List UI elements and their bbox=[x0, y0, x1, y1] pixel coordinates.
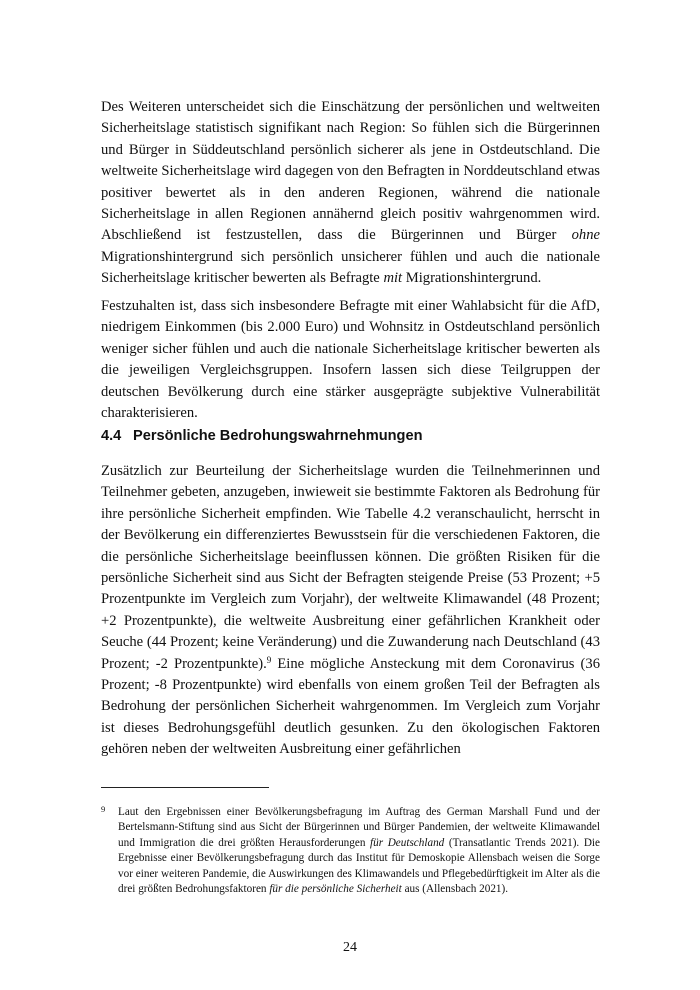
page-number: 24 bbox=[343, 940, 357, 955]
emphasis-persoenliche-sicherheit: für die persönliche Sicherheit bbox=[269, 883, 402, 896]
text-segment: Migrationshintergrund. bbox=[402, 270, 542, 287]
section-title: Persönliche Bedrohungswahrnehmungen bbox=[133, 428, 423, 444]
text-segment: Des Weiteren unterscheidet sich die Einschätzung der persönlichen und weltweiten Sicherheitslage statistisch signifikant nach Region: So fühlen sich die Bürgerinnen und Bürger in Süddeutschland persönlich sicherer als jene in Ostdeutschland. Die weltweite Sicherheitslage wird dagegen von den Befragten in Norddeutschland etwas positiver bewertet als in den anderen Regionen, während die nationale Sicherheitslage in allen Regionen annähernd gleich positiv wahrgenommen wird. Abschließend ist festzustellen, dass die Bürgerinnen und Bürger bbox=[101, 99, 600, 244]
text-segment: Laut den Ergebnissen einer Bevölkerungsbefragung im Auftrag des German Marshall Fund und der Bertelsmann-Stiftung sind aus Sicht der Bürgerinnen und Bürger Pandemien, der weltweite Klimawandel und Immigration die drei größten Herausforderungen bbox=[118, 806, 600, 849]
section-number: 4.4 bbox=[101, 428, 122, 444]
text-segment: Migrationshintergrund sich persönlich unsicherer fühlen und auch die nationale Sicherheitslage kritischer bewerten als Befragte bbox=[101, 248, 600, 287]
emphasis-fuer-deutschland: für Deutschland bbox=[370, 836, 445, 849]
emphasis-mit: mit bbox=[383, 270, 403, 287]
text-segment: Zusätzlich zur Beurteilung der Sicherheitslage wurden die Teilnehmerinnen und Teilnehmer gebeten, anzugeben, inwieweit sie bestimmte Faktoren als Bedrohung für ihre persönliche Sicherheit empfinden. Wie Tabelle 4.2 veranschaulicht, herrscht in der Bevölkerung ein differenziertes Bewusstsein für die verschiedenen Faktoren, die die persönliche Sicherheitslage beeinflussen können. Die größten Risiken für die persönliche Sicherheit sind aus Sicht der Befragten steigende Preise (53 Prozent; +5 Prozentpunkte im Vergleich zum Vorjahr), der weltweite Klimawandel (48 Prozent; +2 Prozentpunkte), die weltweite Ausbreitung einer gefährlichen Krankheit oder Seuche (44 Prozent; keine Veränderung) und die Zuwanderung nach Deutschland (43 Prozent; -2 Prozentpunkte). bbox=[101, 463, 600, 672]
footnote-9 bbox=[101, 805, 600, 897]
footnote-text bbox=[118, 805, 600, 897]
footnote-separator bbox=[101, 787, 269, 788]
paragraph-regional-differences bbox=[101, 97, 600, 290]
text-segment: aus (Allensbach 2021). bbox=[401, 883, 509, 896]
section-heading bbox=[101, 428, 600, 444]
emphasis-ohne: ohne bbox=[571, 227, 600, 244]
text-segment: (Transatlantic Trends 2021). Die Ergebnisse einer Bevölkerungsbefragung durch das Institut für Demoskopie Allensbach weisen die Sorge vor einer weiteren Pandemie, die Auswirkungen des Klimawandels und Pflegebedürftigkeit im Alter als die drei größten Bedrohungsfaktoren bbox=[118, 836, 601, 896]
footnote-number: 9 bbox=[101, 804, 106, 814]
paragraph-threat-perceptions bbox=[101, 461, 600, 761]
footnote-reference[interactable]: 9 bbox=[266, 654, 272, 665]
text-segment: Eine mögliche Ansteckung mit dem Coronavirus (36 Prozent; -8 Prozentpunkte) wird ebenfalls von einem großen Teil der Befragten als Bedrohung der persönlichen Sicherheit wahrgenommen. Im Vergleich zum Vorjahr ist dieses Bedrohungsgefühl deutlich gesunken. Zu den ökologischen Faktoren gehören neben der weltweiten Ausbreitung einer gefährlichen bbox=[101, 655, 600, 758]
paragraph-vulnerable-groups: Festzuhalten ist, dass sich insbesondere Befragte mit einer Wahlabsicht für die AfD, niedrigem Einkommen (bis 2.000 Euro) und Wohnsitz in Ostdeutschland persönlich weniger sicher fühlen und auch die nationale Sicherheitslage kritischer bewerten als die jeweiligen Vergleichsgruppen. Insofern lassen sich diese Teilgruppen der deutschen Bevölkerung durch eine stärker ausgeprägte subjektive Vulnerabilität charakterisieren. bbox=[101, 298, 600, 422]
